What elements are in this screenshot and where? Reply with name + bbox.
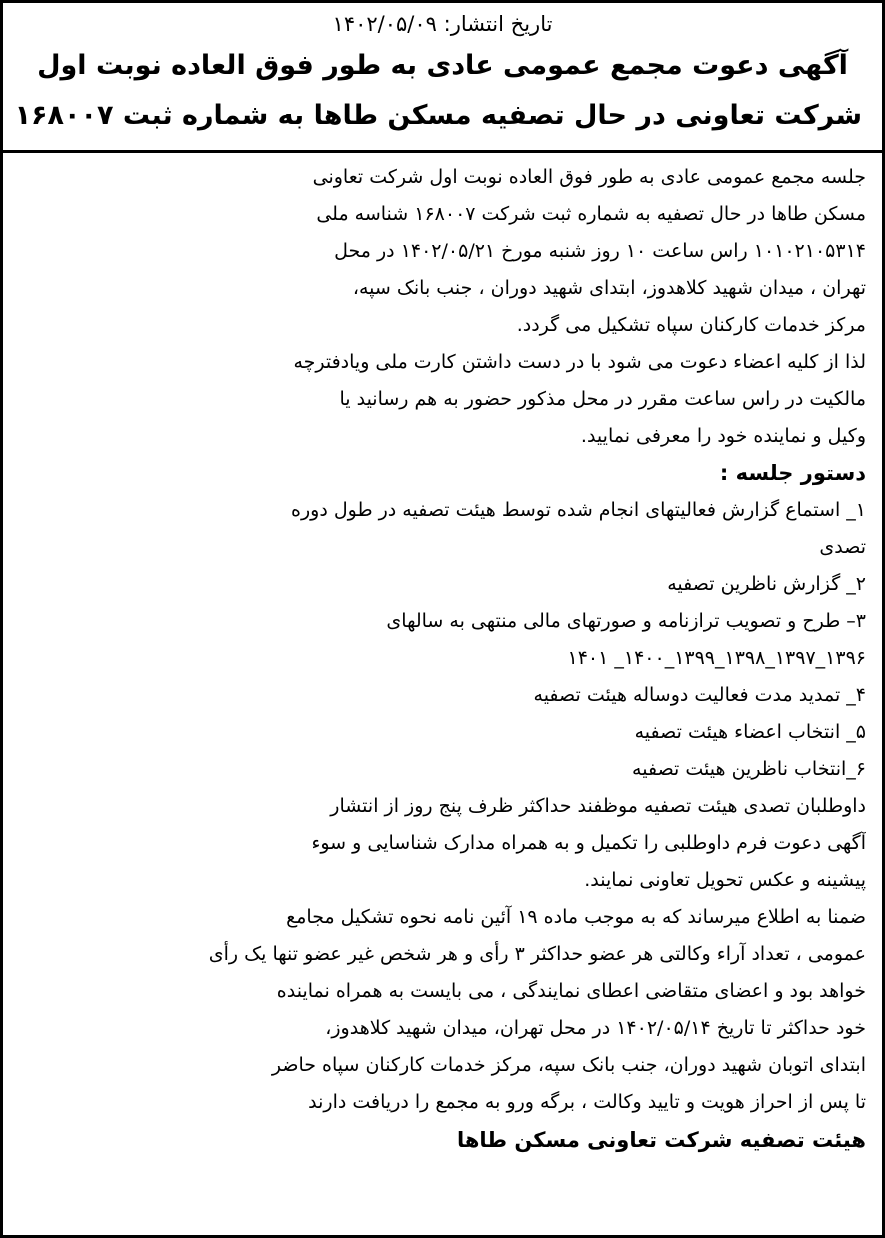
body-line: ۱۰۱۰۲۱۰۵۳۱۴ راس ساعت ۱۰ روز شنبه مورخ ۱۴۰۲/۰۵/۲۱ در محل — [334, 240, 866, 262]
body-line: تهران ، میدان شهید کلاهدوز، ابتدای شهید دوران ، جنب بانک سپه، — [352, 277, 866, 299]
body-line: پیشینه و عکس تحویل تعاونی نمایند. — [584, 869, 866, 891]
agenda-item: ۳– طرح و تصویب ترازنامه و صورتهای مالی منتهی به سالهای — [386, 610, 866, 632]
title-line-2: شرکت تعاونی در حال تصفیه مسکن طاها به شماره ثبت ۱۶۸۰۰۷ — [14, 100, 862, 131]
agenda-item: ۶_انتخاب ناظرین هیئت تصفیه — [632, 758, 866, 780]
body-line: آگهی دعوت فرم داوطلبی را تکمیل و به همراه مدارک شناسایی و سوء — [311, 832, 866, 854]
agenda-item: ۴_ تمدید مدت فعالیت دوساله هیئت تصفیه — [533, 684, 866, 706]
signature: هیئت تصفیه شرکت تعاونی مسکن طاها — [456, 1128, 866, 1152]
body-line: عمومی ، تعداد آراء وکالتی هر عضو حداکثر ۳ رأی و هر شخص غیر عضو تنها یک رأی — [208, 943, 866, 965]
body-line: خواهد بود و اعضای متقاضی اعطای نمایندگی ، می بایست به همراه نماینده — [276, 980, 866, 1002]
body-line: ضمنا به اطلاع میرساند که به موجب ماده ۱۹ آئین نامه نحوه تشکیل مجامع — [286, 906, 866, 928]
agenda-item: ۱۳۹۶_۱۳۹۷_۱۳۹۸_۱۳۹۹_۱۴۰۰_ ۱۴۰۱ — [567, 647, 866, 669]
announcement-header — [3, 3, 882, 153]
body-line: وکیل و نماینده خود را معرفی نمایید. — [580, 425, 866, 447]
agenda-item: تصدی — [819, 536, 866, 558]
body-line: خود حداکثر تا تاریخ ۱۴۰۲/۰۵/۱۴ در محل تهران، میدان شهید کلاهدوز، — [325, 1017, 866, 1039]
body-line: مرکز خدمات کارکنان سپاه تشکیل می گردد. — [516, 314, 866, 336]
body-line: جلسه مجمع عمومی عادی به طور فوق العاده نوبت اول شرکت تعاونی — [312, 166, 866, 188]
title-line-1: آگهی دعوت مجمع عمومی عادی به طور فوق العاده نوبت اول — [37, 50, 848, 81]
body-line: تا پس از احراز هویت و تایید وکالت ، برگه ورو به مجمع را دریافت دارند — [308, 1091, 866, 1113]
body-line: لذا از کلیه اعضاء دعوت می شود با در دست داشتن کارت ملی ویادفترچه — [293, 351, 866, 373]
agenda-item: ۱_ استماع گزارش فعالیتهای انجام شده توسط هیئت تصفیه در طول دوره — [291, 499, 866, 521]
body-line: مسکن طاها در حال تصفیه به شماره ثبت شرکت ۱۶۸۰۰۷ شناسه ملی — [316, 203, 866, 225]
body-line: مالکیت در راس ساعت مقرر در محل مذکور حضور به هم رسانید یا — [339, 388, 866, 410]
body-line: ابتدای اتوبان شهید دوران، جنب بانک سپه، مرکز خدمات کارکنان سپاه حاضر — [271, 1054, 866, 1076]
agenda-item: ۵_ انتخاب اعضاء هیئت تصفیه — [634, 721, 866, 743]
agenda-heading: دستور جلسه : — [719, 461, 866, 485]
publish-date: تاریخ انتشار: ۱۴۰۲/۰۵/۰۹ — [332, 12, 553, 36]
announcement-body — [3, 155, 882, 1235]
body-line: داوطلبان تصدی هیئت تصفیه موظفند حداکثر ظرف پنج روز از انتشار — [330, 795, 866, 817]
agenda-item: ۲_ گزارش ناظرین تصفیه — [667, 573, 866, 595]
